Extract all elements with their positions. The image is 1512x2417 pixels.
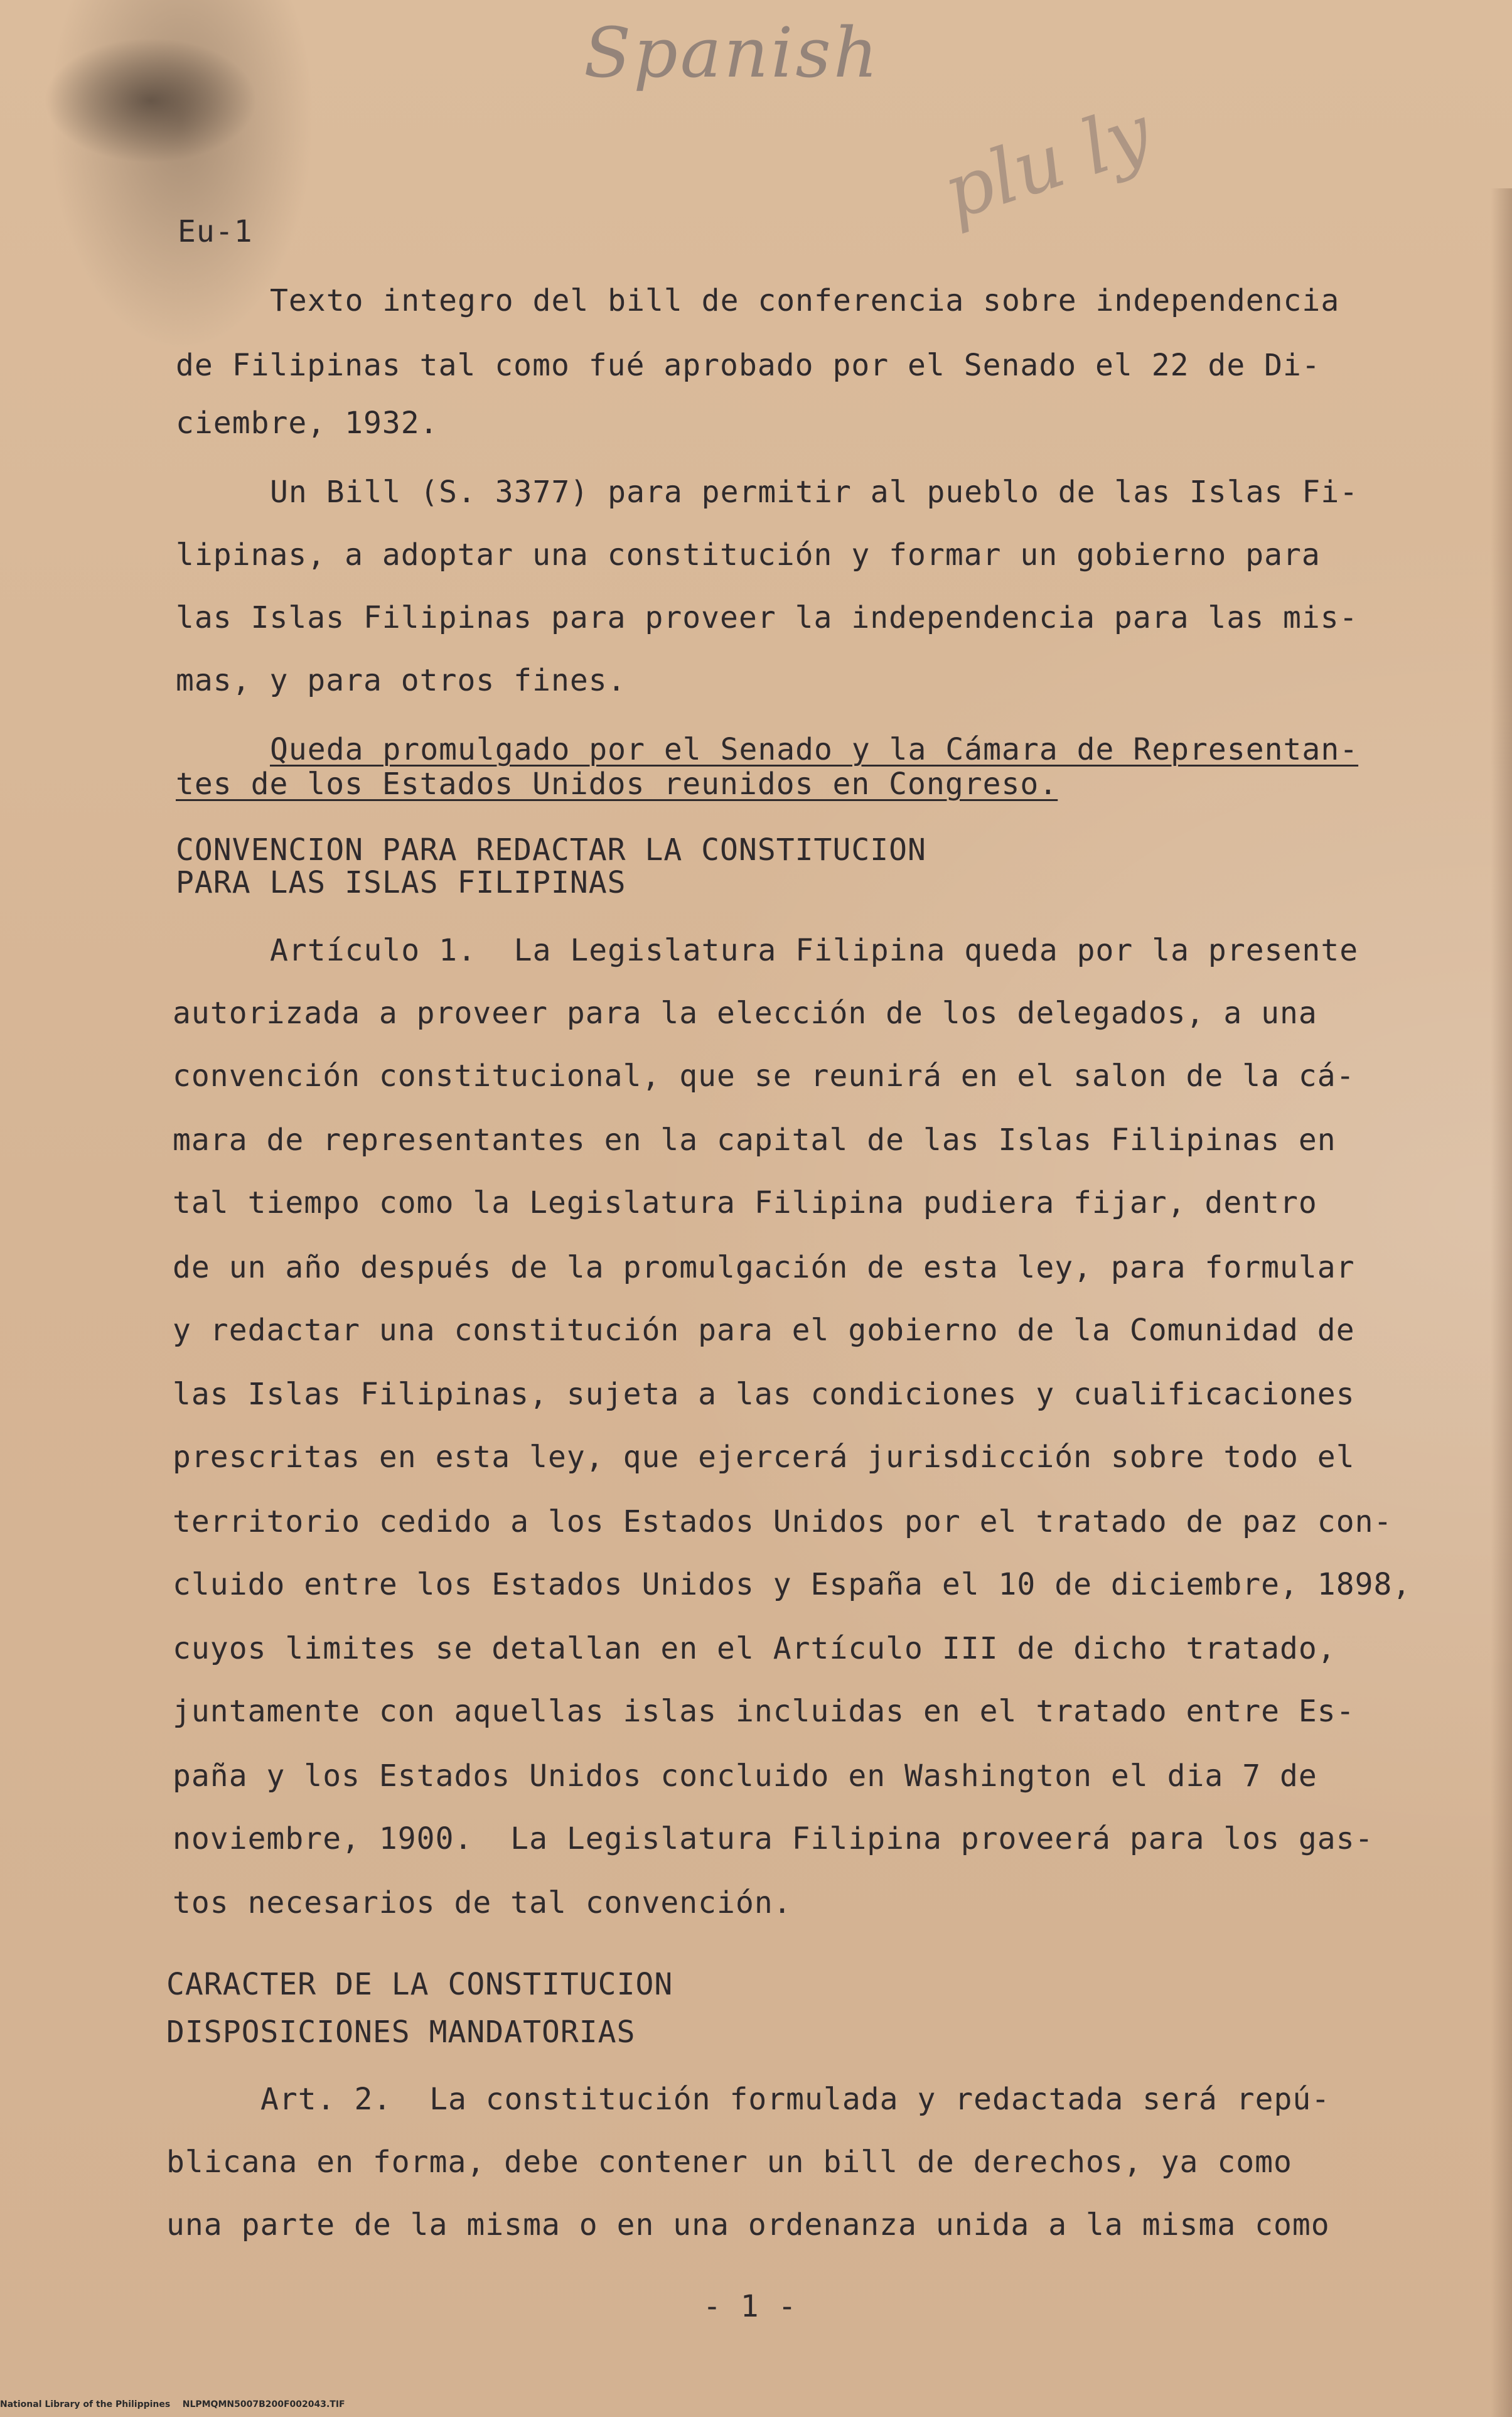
article-1-line-1: Artículo 1. La Legislatura Filipina queda por la presente (270, 933, 1359, 968)
bill-line-4: mas, y para otros fines. (176, 663, 626, 698)
page-edge-shadow (1491, 188, 1512, 2417)
article-1-line-5: tal tiempo como la Legislatura Filipina pudiera fijar, dentro (173, 1185, 1317, 1220)
document-reference: Eu-1 (178, 214, 253, 249)
article-1-line-12: cuyos limites se detallan en el Artículo III de dicho tratado, (173, 1631, 1336, 1666)
article-1-line-11: cluido entre los Estados Unidos y España el 10 de diciembre, 1898, (173, 1567, 1412, 1602)
article-1-line-8: las Islas Filipinas, sujeta a las condiciones y cualificaciones (173, 1377, 1355, 1412)
handwritten-note-spanish: Spanish (584, 13, 881, 93)
intro-line-3: ciembre, 1932. (176, 406, 439, 441)
intro-line-2: de Filipinas tal como fué aprobado por el Senado el 22 de Di- (176, 348, 1321, 383)
article-1-line-15: noviembre, 1900. La Legislatura Filipina proveerá para los gas- (173, 1821, 1374, 1856)
article-1-line-4: mara de representantes en la capital de las Islas Filipinas en (173, 1122, 1336, 1158)
article-2-line-1: Art. 2. La constitución formulada y redactada será repú- (260, 2082, 1331, 2117)
bill-line-2: lipinas, a adoptar una constitución y formar un gobierno para (176, 537, 1321, 573)
section-heading-character-2: DISPOSICIONES MANDATORIAS (166, 2015, 636, 2050)
bill-line-1: Un Bill (S. 3377) para permitir al pueblo de las Islas Fi- (270, 475, 1359, 510)
enacting-clause-line-2: tes de los Estados Unidos reunidos en Congreso. (176, 767, 1058, 802)
handwritten-note-side: plu ly (933, 89, 1162, 237)
article-1-line-13: juntamente con aquellas islas incluidas en el tratado entre Es- (173, 1694, 1355, 1729)
article-1-line-16: tos necesarios de tal convención. (173, 1885, 792, 1920)
archive-footer: National Library of the Philippines NLPMQMN5007B200F002043.TIF (0, 2399, 345, 2409)
bill-line-3: las Islas Filipinas para proveer la independencia para las mis- (176, 600, 1358, 635)
section-heading-convention-2: PARA LAS ISLAS FILIPINAS (176, 865, 626, 900)
article-2-line-2: blicana en forma, debe contener un bill de derechos, ya como (166, 2145, 1292, 2180)
section-heading-convention-1: CONVENCION PARA REDACTAR LA CONSTITUCION (176, 832, 926, 868)
intro-line-1: Texto integro del bill de conferencia sobre independencia (270, 283, 1340, 318)
article-1-line-14: paña y los Estados Unidos concluido en Washington el dia 7 de (173, 1758, 1317, 1794)
article-1-line-10: territorio cedido a los Estados Unidos por el tratado de paz con- (173, 1504, 1393, 1539)
article-1-line-7: y redactar una constitución para el gobierno de la Comunidad de (173, 1313, 1355, 1348)
article-1-line-9: prescritas en esta ley, que ejercerá jurisdicción sobre todo el (173, 1440, 1355, 1475)
article-1-line-3: convención constitucional, que se reunirá en el salon de la cá- (173, 1058, 1355, 1094)
article-1-line-2: autorizada a proveer para la elección de los delegados, a una (173, 996, 1317, 1031)
article-2-line-3: una parte de la misma o en una ordenanza unida a la misma como (166, 2207, 1330, 2242)
page-number: - 1 - (703, 2289, 797, 2324)
enacting-clause-line-1: Queda promulgado por el Senado y la Cámara de Representan- (270, 732, 1359, 767)
ink-smudge (44, 38, 257, 163)
article-1-line-6: de un año después de la promulgación de esta ley, para formular (173, 1250, 1355, 1285)
section-heading-character-1: CARACTER DE LA CONSTITUCION (166, 1967, 673, 2002)
